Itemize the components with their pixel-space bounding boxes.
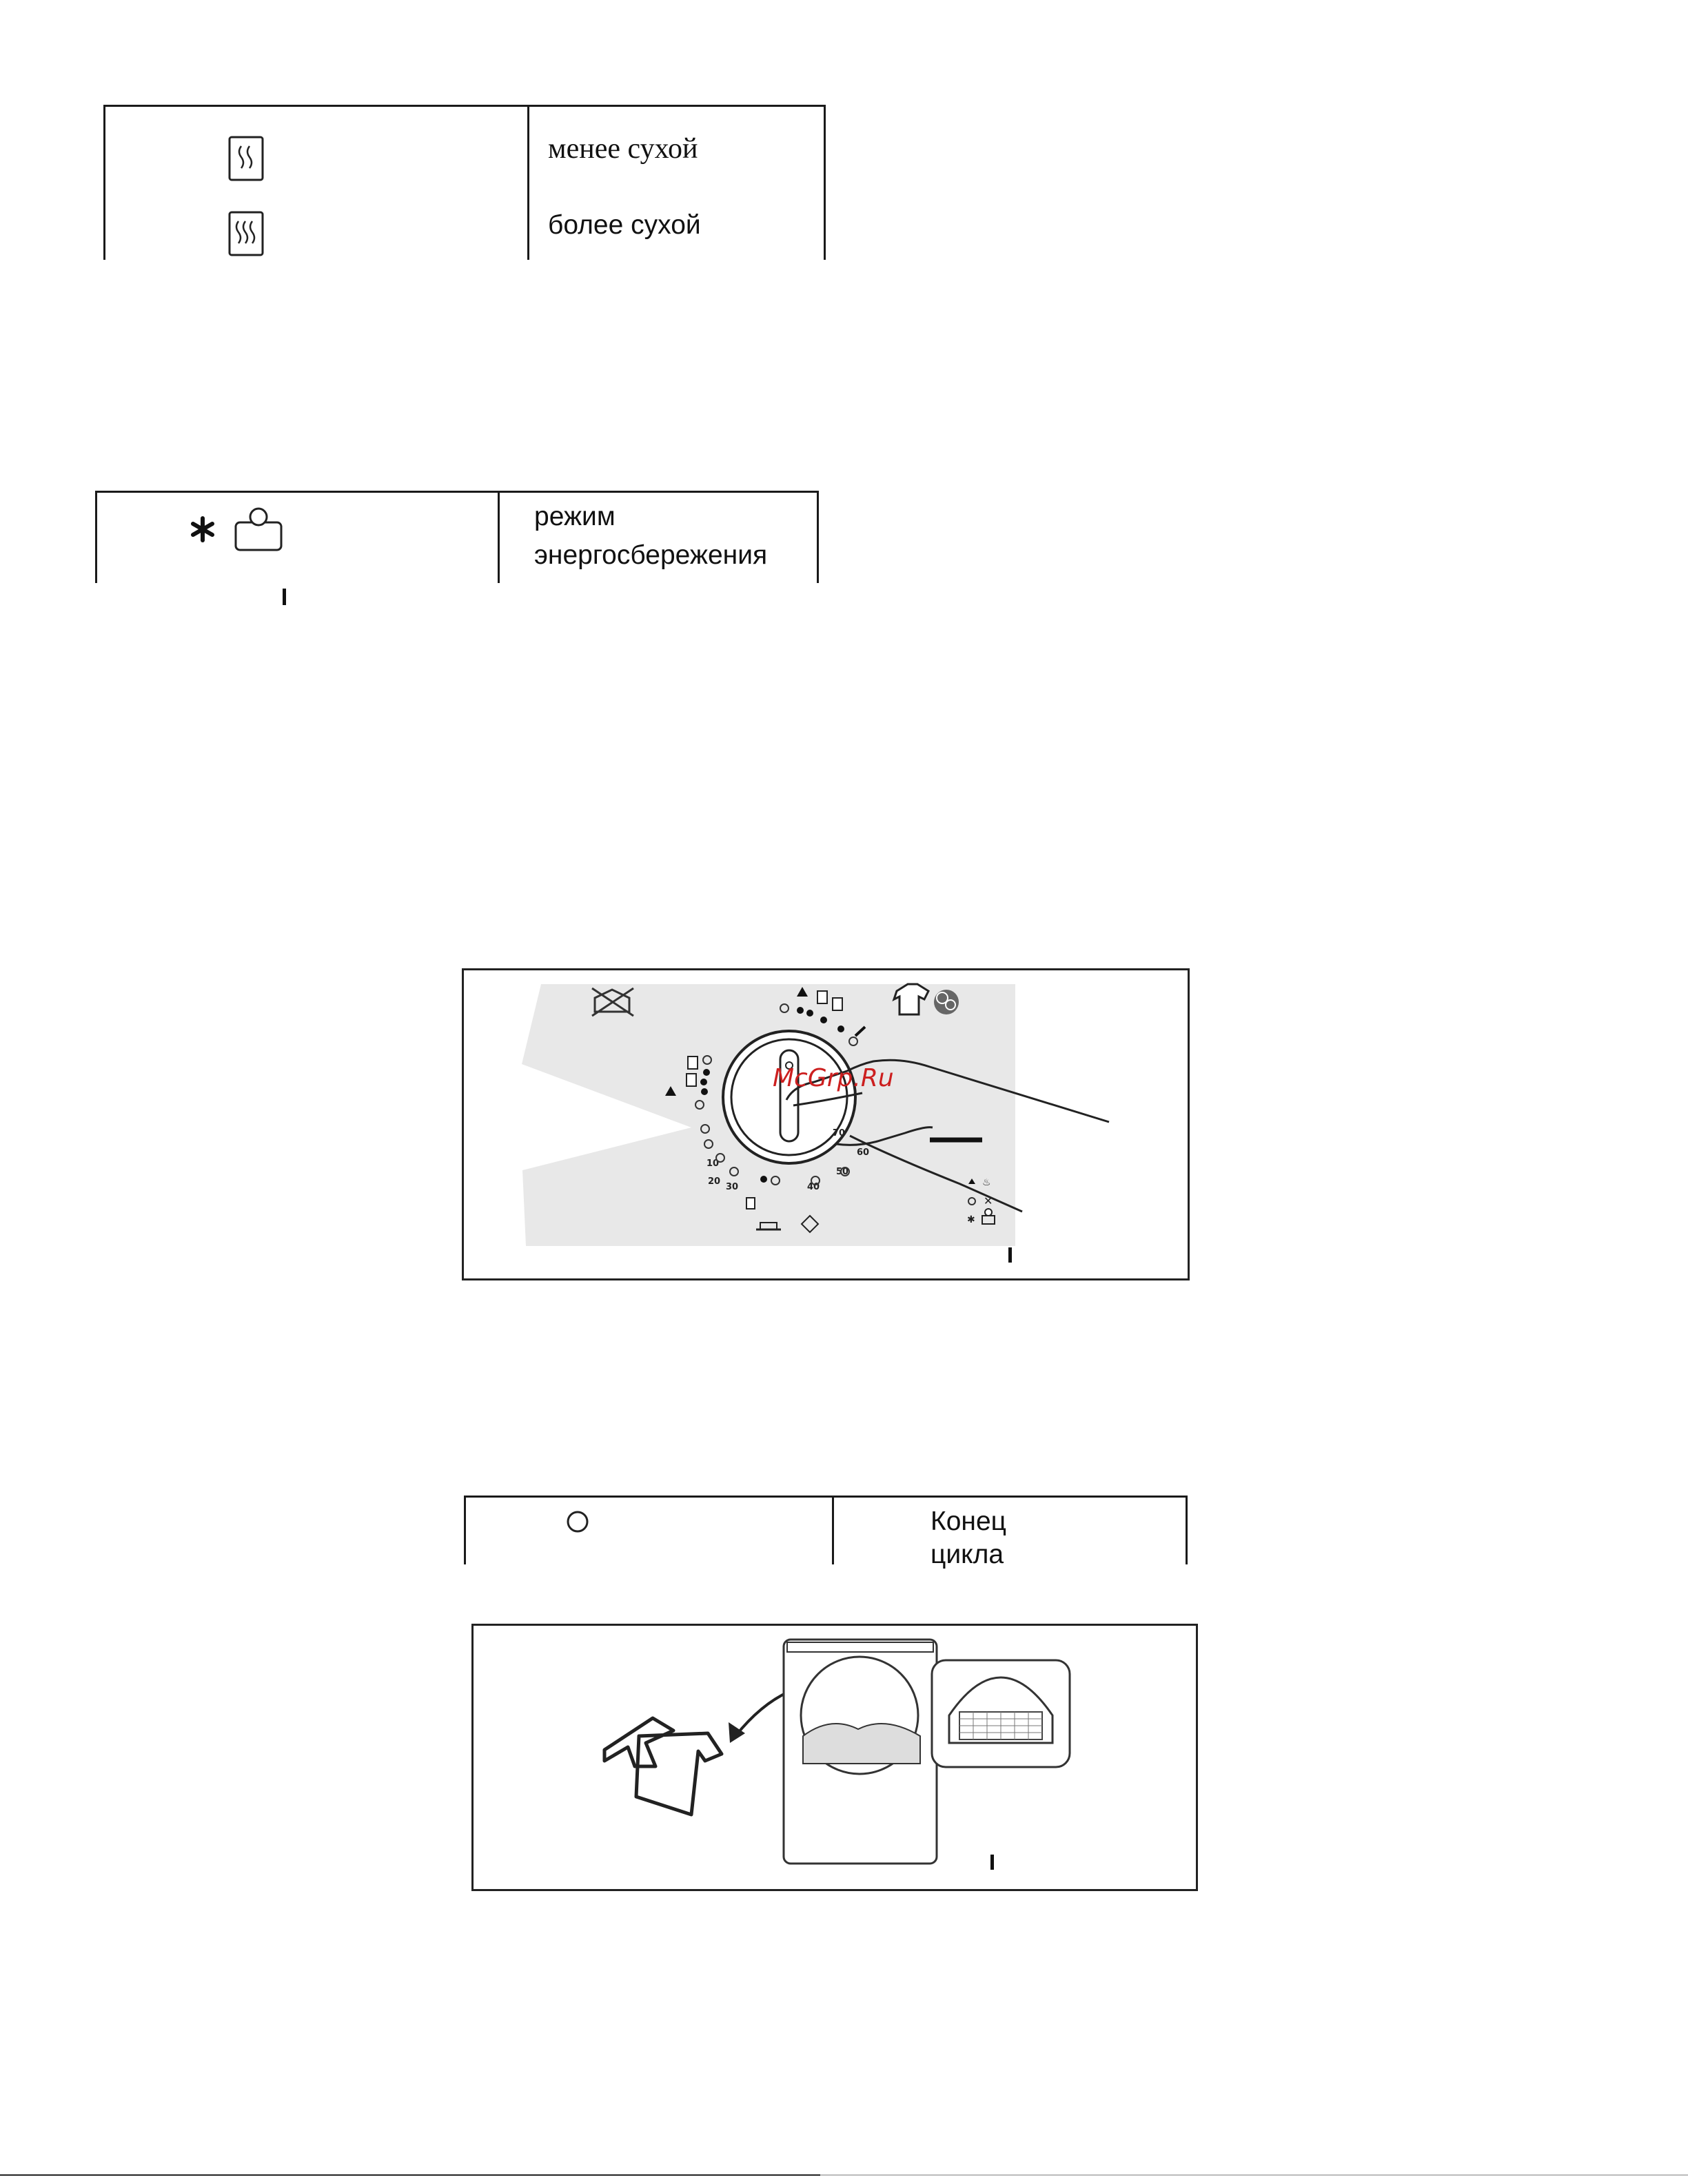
- laundry-shirt-icon: [604, 1718, 722, 1815]
- svg-text:✱: ✱: [967, 1214, 975, 1225]
- figure-marker-2: [990, 1855, 994, 1870]
- watermark: McGrp.Ru: [773, 1064, 894, 1092]
- dryer-figure: [471, 1624, 1198, 1891]
- svg-text:70: 70: [833, 1128, 846, 1139]
- cycle-end-label-line2: цикла: [931, 1540, 1004, 1569]
- svg-text:20: 20: [708, 1176, 721, 1187]
- svg-text:10: 10: [706, 1159, 720, 1169]
- cycle-end-icon: [565, 1509, 590, 1534]
- dryness-label-less: менее сухой: [548, 133, 698, 165]
- svg-text:40: 40: [807, 1182, 820, 1192]
- svg-text:30: 30: [726, 1182, 739, 1192]
- svg-text:60: 60: [857, 1147, 870, 1158]
- more-dry-icon: [227, 210, 266, 260]
- page-marker: [283, 589, 286, 605]
- svg-text:50: 50: [836, 1167, 849, 1177]
- energy-label-line1: режим: [534, 502, 616, 531]
- cycle-end-label-line1: Конец: [931, 1507, 1006, 1536]
- svg-text:♨: ♨: [982, 1177, 991, 1188]
- footer-rule-right: [820, 2174, 1688, 2176]
- svg-text:✕: ✕: [984, 1194, 993, 1207]
- less-dry-icon: [227, 135, 266, 185]
- energy-label-line2: энергосбережения: [534, 540, 768, 570]
- figure-marker: [1008, 1247, 1012, 1263]
- energy-saving-icon: [187, 506, 291, 554]
- dial-figure: [462, 968, 1190, 1280]
- dryness-label-more: более сухой: [548, 210, 701, 240]
- footer-rule: [0, 2174, 820, 2176]
